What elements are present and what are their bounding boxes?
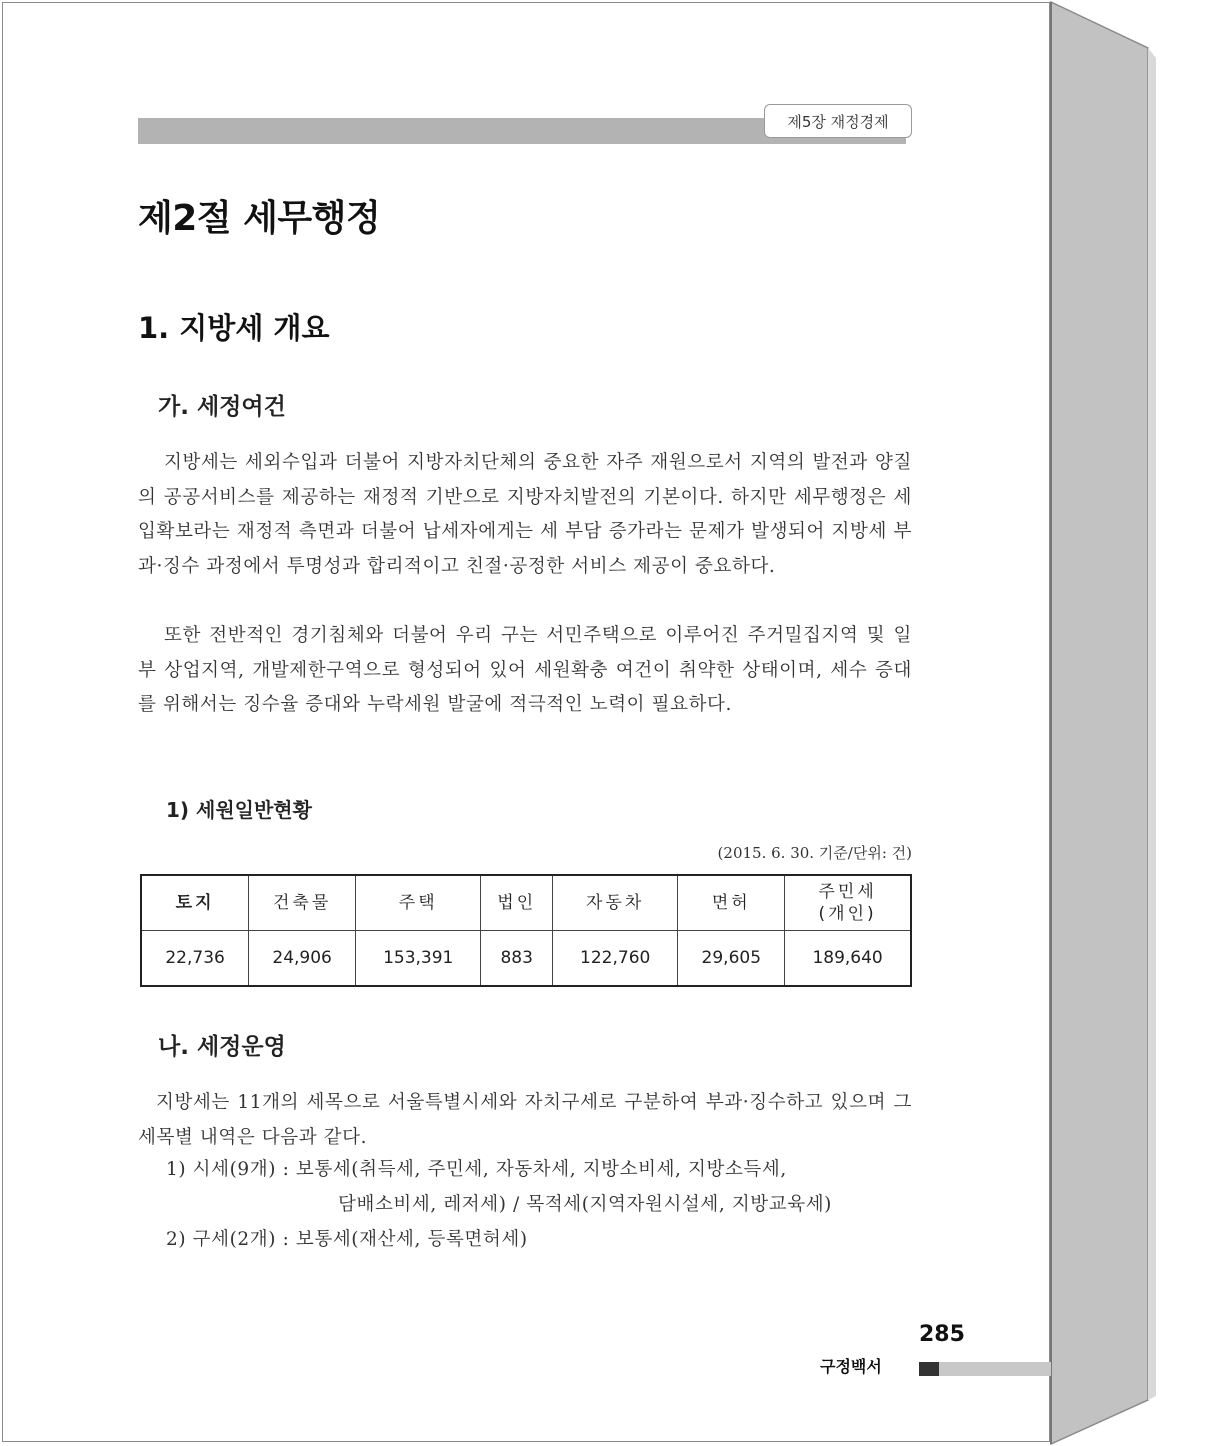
heading-local-tax-overview: 1. 지방세 개요 (138, 311, 330, 345)
cell-vehicle: 122,760 (553, 931, 678, 987)
heading-tax-conditions: 가. 세정여건 (158, 394, 286, 420)
page-number: 285 (919, 1322, 965, 1347)
col-header-vehicle: 자동차 (553, 875, 678, 931)
paragraph-tax-conditions-2: 또한 전반적인 경기침체와 더불어 우리 구는 서민주택으로 이루어진 주거밀집지역 및 일부 상업지역, 개발제한구역으로 형성되어 있어 세원확충 여건이 취약한 상태이며, 세수 증대를 위해서는 징수율 증대와 누락세원 발굴에 적극적인 노력이 필요하다. (138, 625, 912, 716)
table-unit-note: (2015. 6. 30. 기준/단위: 건) (717, 844, 912, 862)
cell-license: 29,605 (678, 931, 785, 987)
book-title: 구정백서 (820, 1357, 882, 1376)
cell-resident-tax: 189,640 (785, 931, 911, 987)
col-header-resident-tax: 주민세 (개인) (785, 875, 911, 931)
cell-building: 24,906 (249, 931, 356, 987)
table-header-row (141, 875, 911, 931)
chapter-label: 제5장 재정경제 (787, 112, 889, 131)
col-header-building: 건축물 (249, 875, 356, 931)
table-row (141, 931, 911, 987)
heading-tax-source-status: 1) 세원일반현황 (166, 798, 312, 822)
paragraph-tax-operation: 지방세는 11개의 세목으로 서울특별시세와 자치구세로 구분하여 부과·징수하고 있으며 그 세목별 내역은 다음과 같다. (138, 1092, 912, 1148)
footer-mark (919, 1362, 939, 1376)
col-header-land: 토지 (141, 875, 249, 931)
col-header-corporation: 법인 (481, 875, 553, 931)
col-header-license: 면허 (678, 875, 785, 931)
cell-housing: 153,391 (356, 931, 481, 987)
col-header-housing: 주택 (356, 875, 481, 931)
tax-source-table (140, 874, 912, 987)
tax-item-district: 2) 구세(2개) : 보통세(재산세, 등록면허세) (166, 1229, 528, 1250)
cell-land: 22,736 (141, 931, 249, 987)
footer-bar (939, 1362, 1051, 1376)
section-title: 제2절 세무행정 (138, 198, 381, 239)
chapter-tab (764, 104, 912, 138)
heading-tax-operation: 나. 세정운영 (158, 1034, 286, 1060)
paragraph-tax-conditions-1: 지방세는 세외수입과 더불어 지방자치단체의 중요한 자주 재원으로서 지역의 발전과 양질의 공공서비스를 제공하는 재정적 기반으로 지방자치발전의 기본이다. 하지만 세무행정은 세입확보라는 재정적 측면과 더불어 납세자에게는 세 부담 증가라는 문제가 발생되어 지방세 부과·징수 과정에서 투명성과 합리적이고 친절·공정한 서비스 제공이 중요하다. (138, 452, 912, 577)
tax-item-city-cont: 담배소비세, 레저세) / 목적세(지역자원시설세, 지방교육세) (338, 1194, 833, 1215)
tax-item-city: 1) 시세(9개) : 보통세(취득세, 주민세, 자동차세, 지방소비세, 지방소득세, (166, 1159, 787, 1180)
cell-corporation: 883 (481, 931, 553, 987)
